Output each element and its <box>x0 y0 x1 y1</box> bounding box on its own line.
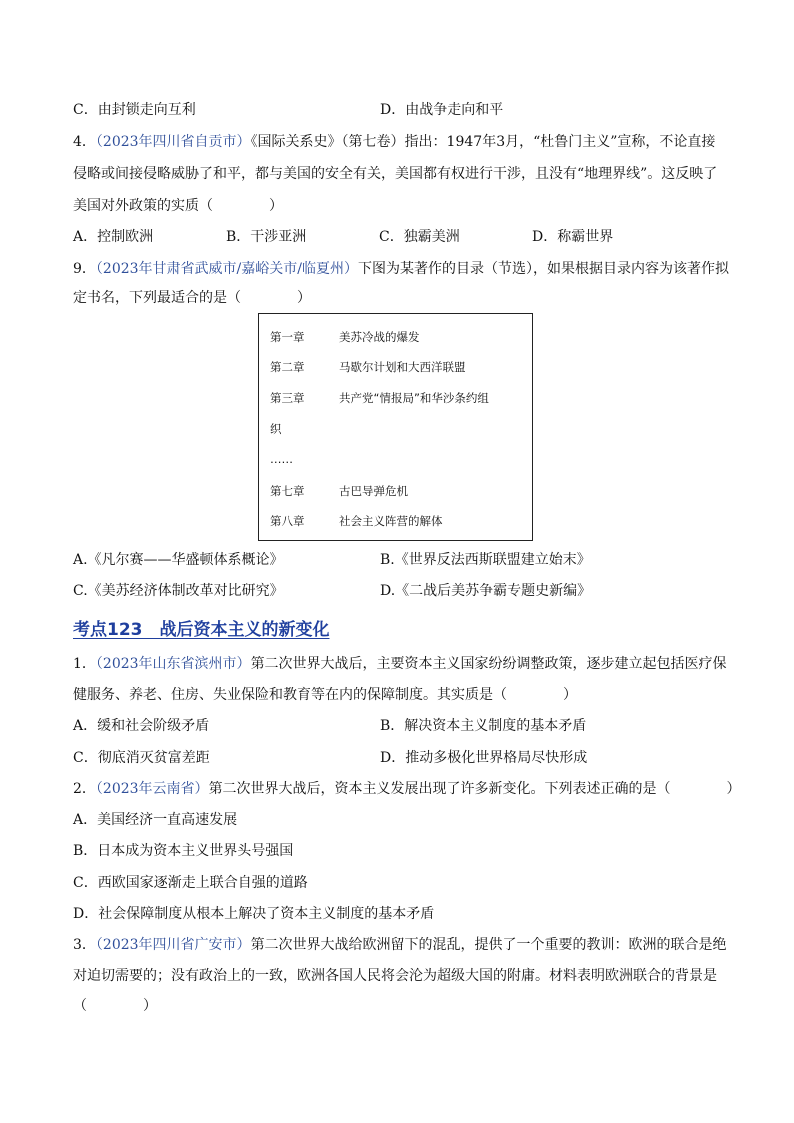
s2-option-a[interactable]: A．美国经济一直高速发展 <box>73 812 238 828</box>
table-of-contents-box <box>258 313 533 541</box>
q4-option-b[interactable]: B．干涉亚洲 <box>226 229 307 245</box>
s2-option-d[interactable]: D．社会保障制度从根本上解决了资本主义制度的基本矛盾 <box>73 906 435 922</box>
question-source: （2023年甘肃省武威市/嘉峪关市/临夏州） <box>95 261 358 277</box>
toc-title-3-continued: 织 <box>270 422 282 436</box>
toc-chapter-8: 第八章 <box>270 514 305 528</box>
question-source: （2023年山东省滨州市） <box>95 656 251 672</box>
q4-option-c[interactable]: C．独霸美洲 <box>379 229 460 245</box>
question-9-line-2: 定书名，下列最适合的是（ ） <box>73 290 311 306</box>
section-question-2-line-1 <box>73 779 741 799</box>
s1-option-a[interactable]: A．缓和社会阶级矛盾 <box>73 718 210 734</box>
section-question-1-line-1 <box>73 654 727 674</box>
question-4-line-2: 侵略或间接侵略威胁了和平，都与美国的安全有关，美国都有权进行干涉，且没有“地理界线”。这反映了 <box>73 166 718 182</box>
toc-title-8: 社会主义阵营的解体 <box>339 514 443 528</box>
q9-option-d[interactable]: D.《二战后美苏争霸专题史新编》 <box>380 583 592 599</box>
toc-title-2: 马歇尔计划和大西洋联盟 <box>339 360 466 374</box>
toc-title-1: 美苏冷战的爆发 <box>339 330 420 344</box>
question-9-line-1 <box>73 259 729 279</box>
s1-option-c[interactable]: C．彻底消灭贫富差距 <box>73 750 210 766</box>
q4-option-d[interactable]: D．称霸世界 <box>532 229 614 245</box>
q9-option-c[interactable]: C.《美苏经济体制改革对比研究》 <box>73 583 284 599</box>
toc-chapter-2: 第二章 <box>270 360 305 374</box>
s1-option-d[interactable]: D．推动多极化世界格局尽快形成 <box>380 750 588 766</box>
toc-title-3: 共产党“情报局”和华沙条约组 <box>339 391 489 405</box>
question-4-line-1 <box>73 132 715 152</box>
section-question-1-line-2: 健服务、养老、住房、失业保险和教育等在内的保障制度。其实质是（ ） <box>73 687 577 703</box>
question-source: （2023年四川省自贡市） <box>95 134 251 150</box>
prev-option-d[interactable]: D．由战争走向和平 <box>380 102 504 118</box>
question-number: 3． <box>73 937 96 953</box>
question-text: 第二次世界大战后，资本主义发展出现了许多新变化。下列表述正确的是（ ） <box>208 781 741 797</box>
question-number: 1． <box>73 656 96 672</box>
s2-option-b[interactable]: B．日本成为资本主义世界头号强国 <box>73 843 294 859</box>
s1-option-b[interactable]: B．解决资本主义制度的基本矛盾 <box>380 718 587 734</box>
question-text: 第二次世界大战给欧洲留下的混乱，提供了一个重要的教训：欧洲的联合是绝 <box>250 937 727 953</box>
toc-ellipsis: …… <box>270 452 293 466</box>
question-number: 4． <box>73 134 96 150</box>
section-question-3-line-3: （ ） <box>73 998 157 1014</box>
q9-option-a[interactable]: A.《凡尔赛——华盛顿体系概论》 <box>73 552 284 568</box>
section-question-3-line-2: 对迫切需要的；没有政治上的一致，欧洲各国人民将会沦为超级大国的附庸。材料表明欧洲联合的背景是 <box>73 968 717 984</box>
question-4-line-3: 美国对外政策的实质（ ） <box>73 198 283 214</box>
toc-title-7: 古巴导弹危机 <box>339 484 408 498</box>
question-source: （2023年四川省广安市） <box>95 937 251 953</box>
s2-option-c[interactable]: C．西欧国家逐渐走上联合自强的道路 <box>73 875 308 891</box>
prev-option-c[interactable]: C．由封锁走向互利 <box>73 102 196 118</box>
question-number: 9． <box>73 261 96 277</box>
question-number: 2． <box>73 781 96 797</box>
toc-chapter-3: 第三章 <box>270 391 305 405</box>
section-title: 考点123 战后资本主义的新变化 <box>73 620 330 640</box>
section-question-3-line-1 <box>73 935 727 955</box>
question-text: 下图为某著作的目录（节选），如果根据目录内容为该著作拟 <box>357 261 729 277</box>
question-text: 第二次世界大战后，主要资本主义国家纷纷调整政策，逐步建立起包括医疗保 <box>250 656 727 672</box>
question-text: 《国际关系史》（第七卷）指出：1947年3月，“杜鲁门主义”宣称，不论直接 <box>250 134 716 150</box>
toc-chapter-7: 第七章 <box>270 484 305 498</box>
toc-chapter-1: 第一章 <box>270 330 305 344</box>
question-source: （2023年云南省） <box>95 781 209 797</box>
q9-option-b[interactable]: B.《世界反法西斯联盟建立始末》 <box>380 552 591 568</box>
q4-option-a[interactable]: A．控制欧洲 <box>73 229 154 245</box>
